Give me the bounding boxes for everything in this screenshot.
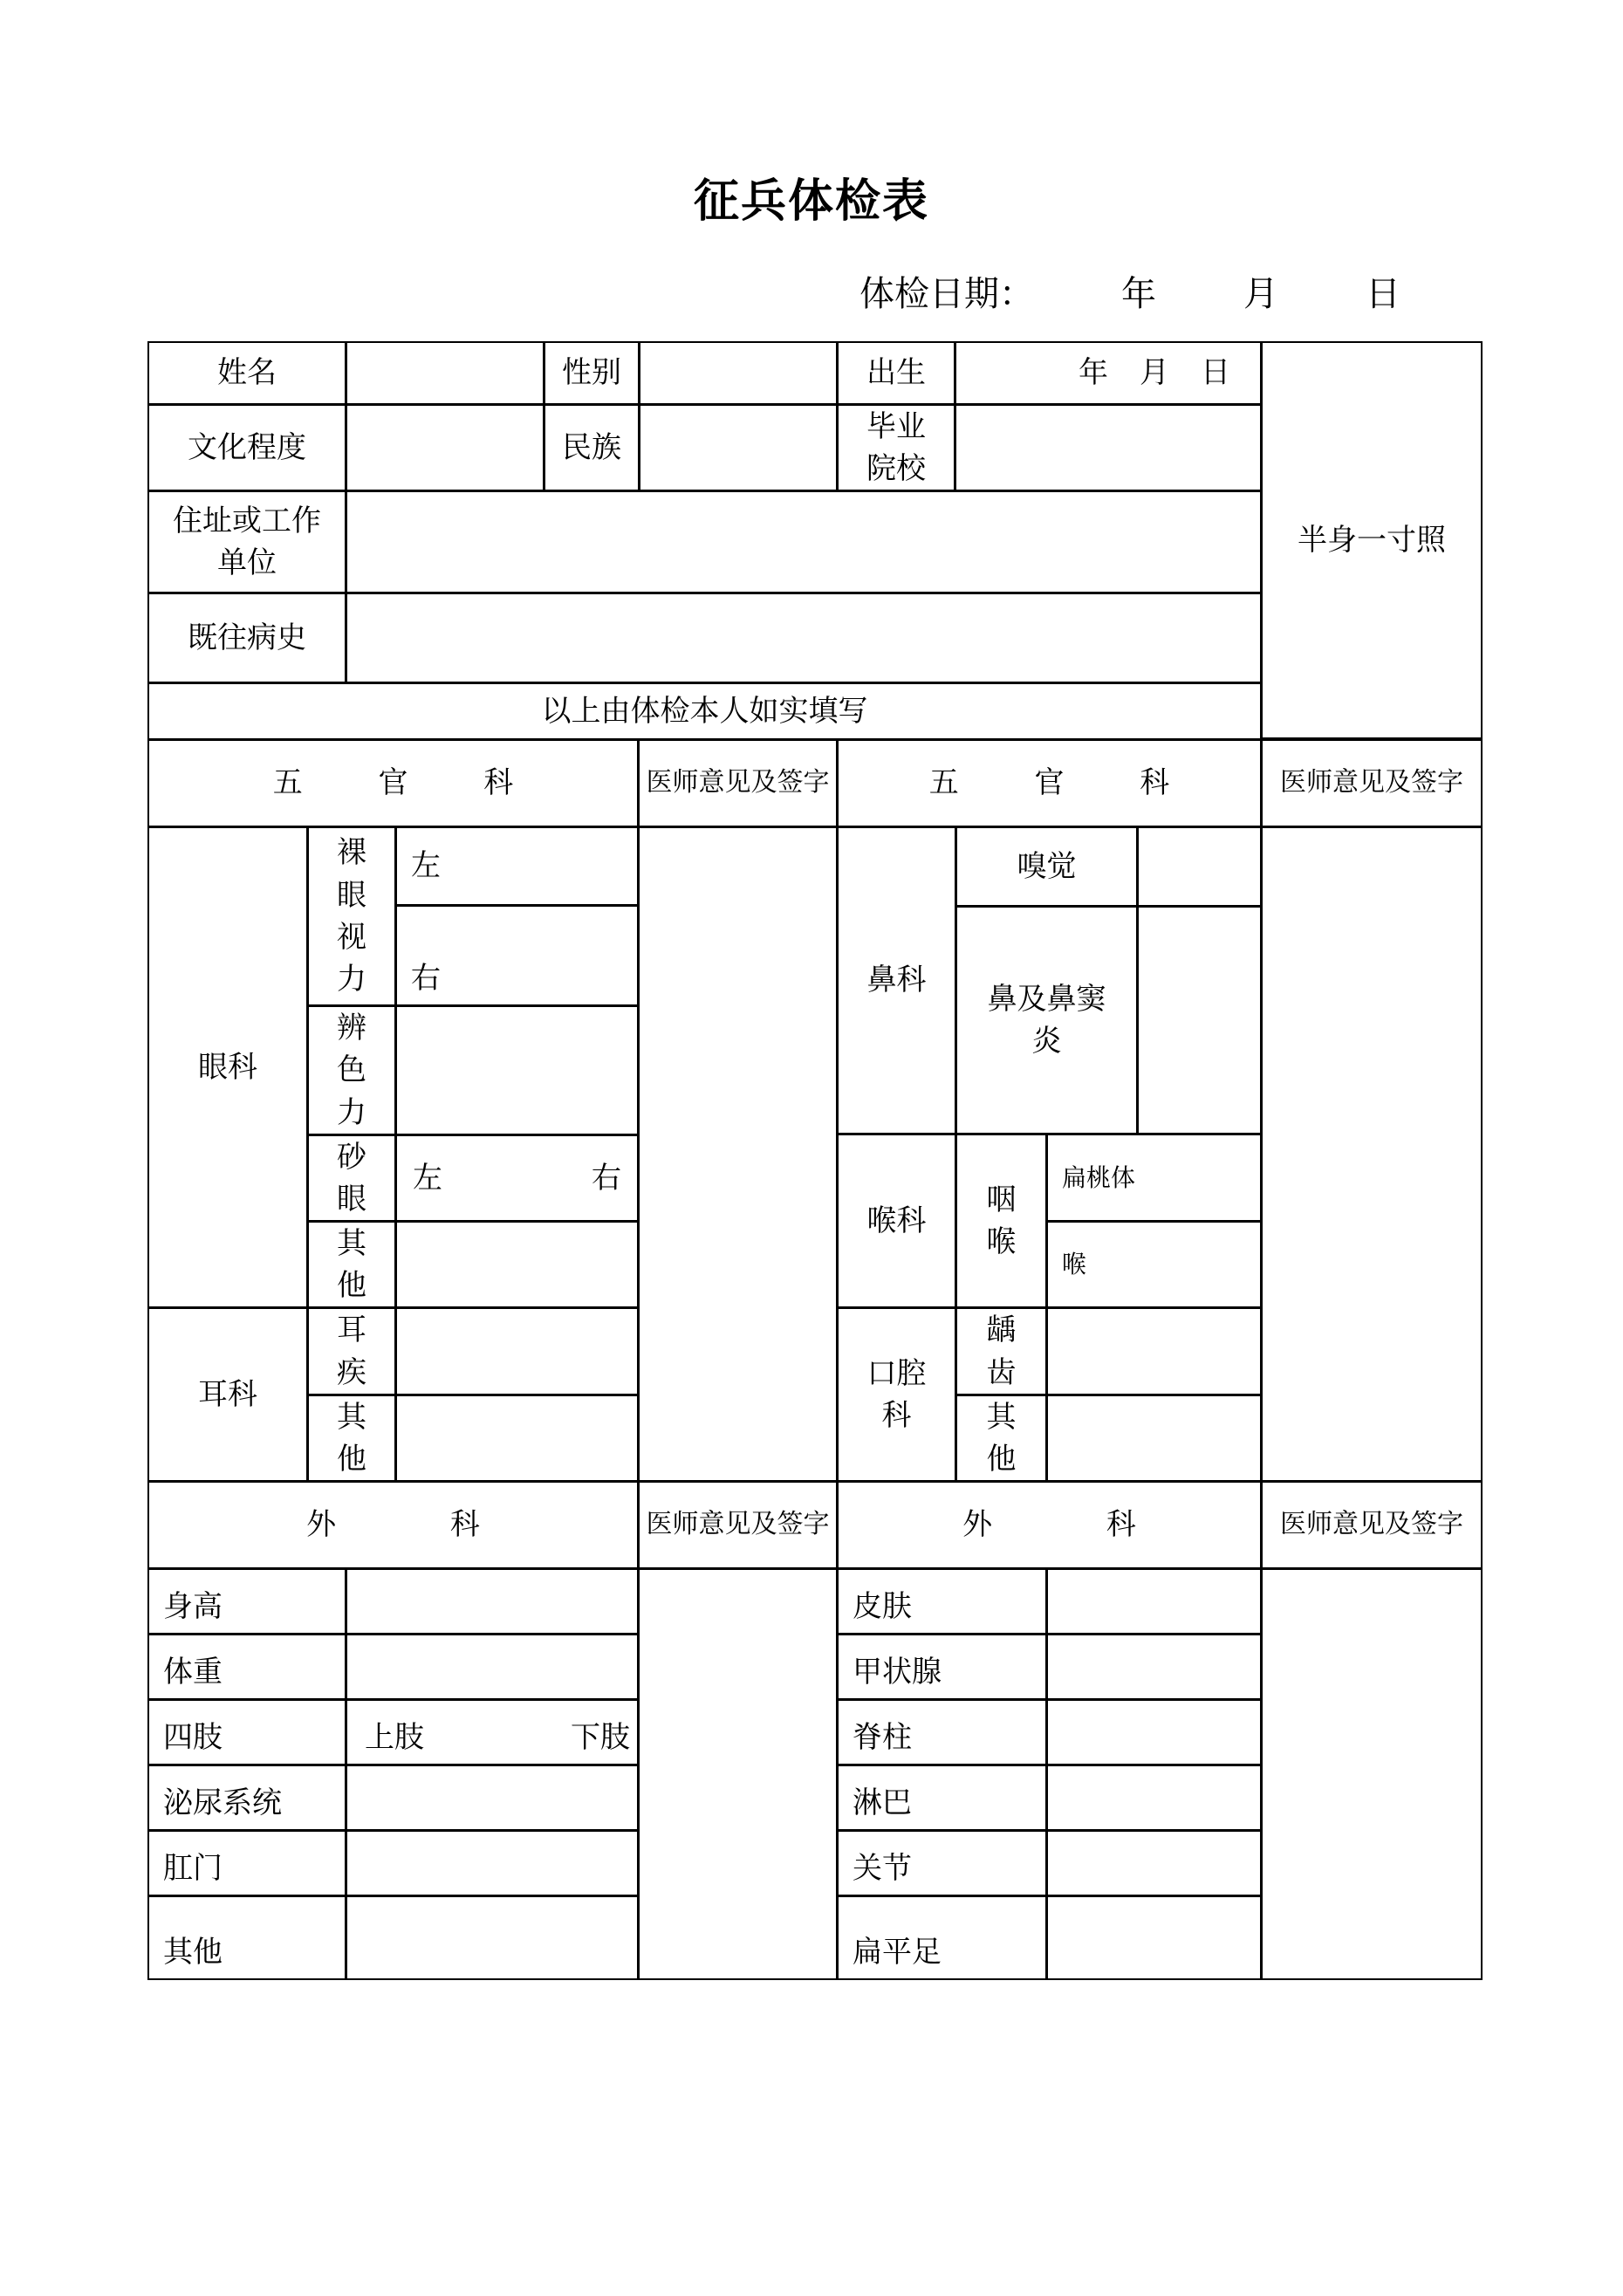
limbs-label: 四肢 [147, 1699, 346, 1765]
ear-other-field[interactable] [395, 1395, 639, 1482]
eye-label: 眼科 [147, 826, 308, 1308]
surgery-doctor-signature-left[interactable] [638, 1568, 838, 1980]
height-label: 身高 [147, 1568, 346, 1635]
nose-label: 鼻科 [837, 826, 956, 1134]
history-label: 既往病史 [147, 593, 346, 683]
ent-doctor-signature-right[interactable] [1261, 826, 1483, 1482]
birth-day-label: 日 [1201, 355, 1230, 391]
eye-other-field[interactable] [395, 1221, 639, 1308]
spine-field[interactable] [1046, 1699, 1262, 1765]
pharynx-label: 咽喉 [955, 1134, 1047, 1308]
mouth-other-field[interactable] [1046, 1395, 1262, 1482]
ent-doctor-label-left: 医师意见及签字 [638, 739, 838, 827]
throat-label: 喉科 [837, 1134, 956, 1308]
school-field[interactable] [955, 404, 1262, 491]
birth-year-label: 年 [1079, 355, 1108, 391]
name-field[interactable] [346, 341, 544, 405]
history-field[interactable] [346, 593, 1262, 683]
photo-box: 半身一寸照 [1261, 341, 1483, 739]
surgery-doctor-signature-right[interactable] [1261, 1568, 1483, 1980]
caries-field[interactable] [1046, 1307, 1262, 1395]
thyroid-label: 甲状腺 [837, 1634, 1047, 1700]
ent-header-left: 五 官 科 [147, 739, 639, 827]
flatfoot-field[interactable] [1046, 1895, 1262, 1980]
ethnicity-field[interactable] [639, 404, 838, 491]
school-label: 毕业院校 [837, 404, 955, 491]
surgery-other-label: 其他 [147, 1895, 346, 1980]
limbs-field[interactable] [346, 1699, 639, 1765]
exam-date-label: 体检日期： [859, 274, 1034, 314]
lymph-field[interactable] [1046, 1765, 1262, 1831]
education-label: 文化程度 [147, 404, 346, 491]
ear-label: 耳科 [147, 1307, 308, 1482]
sinusitis-label: 鼻及鼻窦炎 [955, 906, 1138, 1134]
spine-label: 脊柱 [837, 1699, 1047, 1765]
exam-date-line [859, 266, 1400, 316]
ent-doctor-label-right: 医师意见及签字 [1261, 739, 1483, 827]
anus-field[interactable] [346, 1830, 639, 1896]
joint-field[interactable] [1046, 1830, 1262, 1896]
surgery-header-right: 外 科 [837, 1481, 1262, 1569]
vision-right-field[interactable]: 右 [395, 905, 639, 1006]
vision-left-field[interactable]: 左 [395, 826, 639, 906]
trachoma-right-label: 右 [592, 1160, 621, 1196]
trachoma-label: 砂眼 [307, 1134, 396, 1222]
smell-field[interactable] [1137, 826, 1262, 907]
name-label: 姓名 [147, 341, 346, 405]
trachoma-left-label: 左 [413, 1160, 442, 1196]
birth-label: 出生 [837, 341, 955, 405]
lower-limb-label: 下肢 [571, 1719, 630, 1755]
thyroid-field[interactable] [1046, 1634, 1262, 1700]
joint-label: 关节 [837, 1830, 1047, 1896]
tonsil-field[interactable]: 扁桃体 [1046, 1134, 1262, 1222]
education-field[interactable] [346, 404, 544, 491]
larynx-field[interactable]: 喉 [1046, 1221, 1262, 1308]
urinary-field[interactable] [346, 1765, 639, 1831]
color-vision-field[interactable] [395, 1005, 639, 1135]
lymph-label: 淋巴 [837, 1765, 1047, 1831]
skin-label: 皮肤 [837, 1568, 1047, 1635]
ear-other-label: 其他 [307, 1395, 396, 1482]
ent-header-right: 五 官 科 [837, 739, 1262, 827]
caries-label: 龋齿 [955, 1307, 1047, 1395]
eye-other-label: 其他 [307, 1221, 396, 1308]
birth-date-field[interactable] [955, 341, 1262, 405]
weight-field[interactable] [346, 1634, 639, 1700]
birth-month-label: 月 [1140, 355, 1169, 391]
flatfoot-label: 扁平足 [837, 1895, 1047, 1980]
ethnicity-label: 民族 [544, 404, 640, 491]
form-title: 征兵体检表 [693, 175, 929, 228]
ear-disease-field[interactable] [395, 1307, 639, 1395]
surgery-doctor-label-right: 医师意见及签字 [1261, 1481, 1483, 1569]
naked-vision-label: 裸眼视力 [307, 826, 396, 1006]
surgery-other-field[interactable] [346, 1895, 639, 1980]
ent-doctor-signature-left[interactable] [638, 826, 838, 1482]
ear-disease-label: 耳疾 [307, 1307, 396, 1395]
exam-date-month: 月 [1243, 274, 1278, 314]
weight-label: 体重 [147, 1634, 346, 1700]
mouth-label: 口腔科 [837, 1307, 956, 1482]
color-vision-label: 辨色力 [307, 1005, 396, 1135]
smell-label: 嗅觉 [955, 826, 1138, 907]
address-field[interactable] [346, 490, 1262, 593]
self-fill-note: 以上由体检本人如实填写 [147, 682, 1262, 740]
urinary-label: 泌尿系统 [147, 1765, 346, 1831]
skin-field[interactable] [1046, 1568, 1262, 1635]
surgery-doctor-label-left: 医师意见及签字 [638, 1481, 838, 1569]
exam-date-year: 年 [1121, 274, 1156, 314]
anus-label: 肛门 [147, 1830, 346, 1896]
height-field[interactable] [346, 1568, 639, 1635]
exam-date-day: 日 [1366, 274, 1400, 314]
address-label: 住址或工作单位 [147, 490, 346, 593]
gender-label: 性别 [544, 341, 640, 405]
trachoma-field[interactable] [395, 1134, 639, 1222]
mouth-other-label: 其他 [955, 1395, 1047, 1482]
sinusitis-field[interactable] [1137, 906, 1262, 1134]
surgery-header-left: 外 科 [147, 1481, 639, 1569]
gender-field[interactable] [639, 341, 838, 405]
upper-limb-label: 上肢 [365, 1719, 424, 1755]
